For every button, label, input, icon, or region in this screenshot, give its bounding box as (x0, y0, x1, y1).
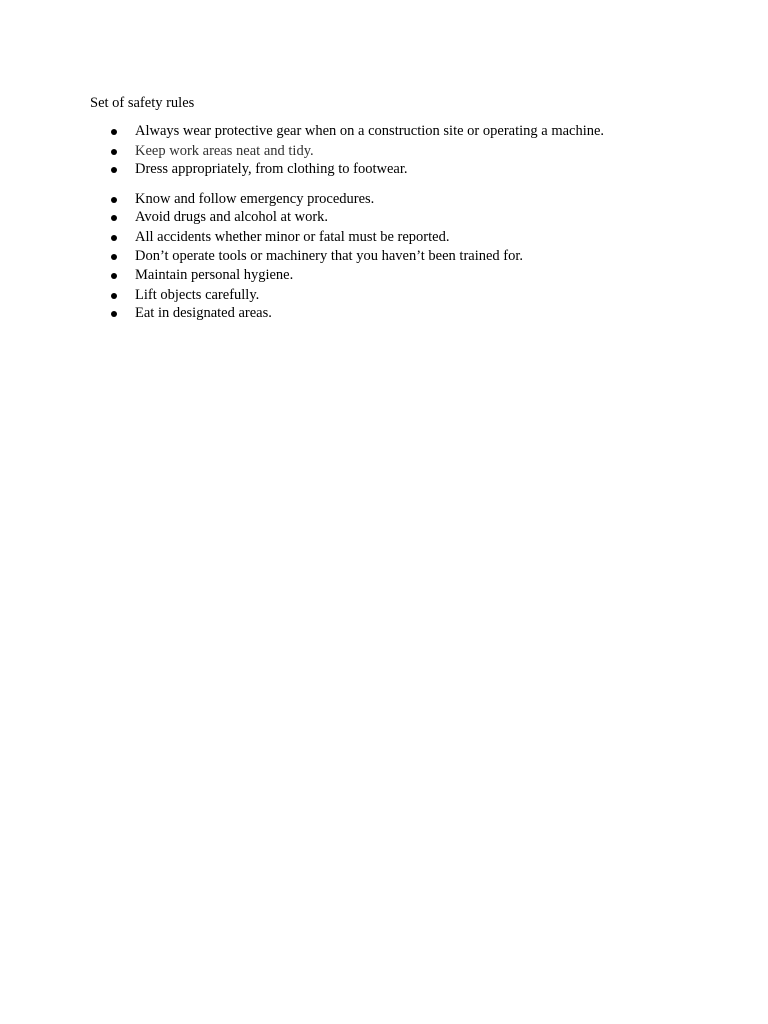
document-title: Set of safety rules (90, 95, 195, 111)
list-item-text: Eat in designated areas. (135, 305, 272, 321)
list-item-text: Keep work areas neat and tidy. (135, 143, 314, 159)
bullet-icon (111, 129, 117, 135)
list-item-text: Know and follow emergency procedures. (135, 191, 375, 207)
bullet-icon (111, 311, 117, 317)
list-item-text: Maintain personal hygiene. (135, 267, 294, 283)
list-item-text: Always wear protective gear when on a construction site or operating a machine. (135, 123, 605, 139)
bullet-icon (111, 235, 117, 241)
bullet-icon (111, 197, 117, 203)
list-item-text: Don’t operate tools or machinery that you haven’t been trained for. (135, 248, 524, 264)
list-item-text: Dress appropriately, from clothing to footwear. (135, 161, 408, 177)
list-item-text: Lift objects carefully. (135, 287, 260, 303)
list-item-text: All accidents whether minor or fatal must be reported. (135, 229, 450, 245)
bullet-icon (111, 215, 117, 221)
bullet-icon (111, 167, 117, 173)
bullet-icon (111, 149, 117, 155)
bullet-icon (111, 254, 117, 260)
list-item-text: Avoid drugs and alcohol at work. (135, 209, 329, 225)
bullet-icon (111, 293, 117, 299)
bullet-icon (111, 273, 117, 279)
